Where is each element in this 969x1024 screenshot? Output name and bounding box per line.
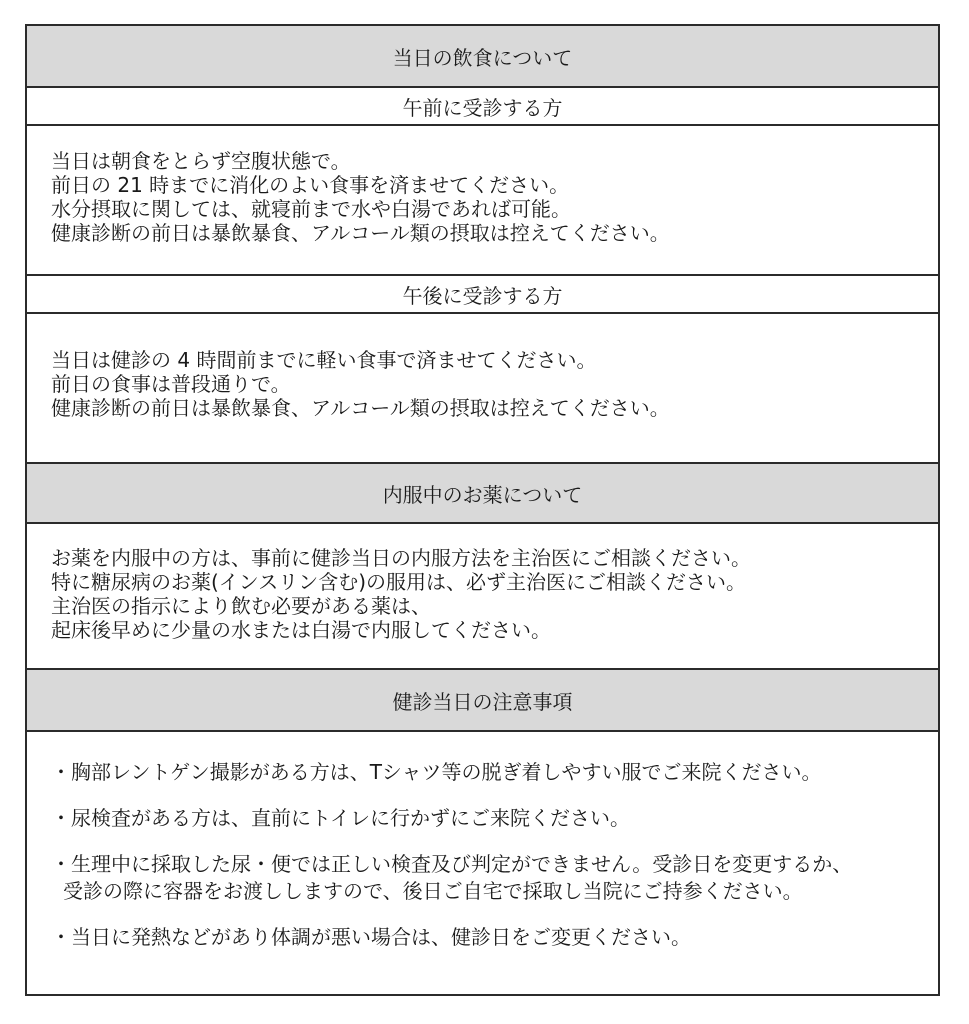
notice-table (25, 24, 940, 996)
morning-subheader-title: 午前に受診する方 (402, 95, 563, 120)
notes-section-header (27, 668, 938, 730)
afternoon-line: 健康診断の前日は暴飲暴食、アルコール類の摂取は控えてください。 (51, 396, 670, 420)
medicine-line: お薬を内服中の方は、事前に健診当日の内服方法を主治医にご相談ください。 (51, 546, 751, 570)
morning-line: 前日の 21 時までに消化のよい食事を済ませてください。 (51, 173, 570, 197)
medicine-line: 主治医の指示により飲む必要がある薬は、 (51, 594, 431, 618)
meal-section-title: 当日の飲食について (392, 45, 573, 70)
afternoon-line: 当日は健診の 4 時間前までに軽い食事で済ませてください。 (51, 348, 597, 372)
morning-line: 健康診断の前日は暴飲暴食、アルコール類の摂取は控えてください。 (51, 221, 670, 245)
morning-line: 水分摂取に関しては、就寝前まで水や白湯であれば可能。 (51, 197, 571, 221)
list-item (51, 851, 928, 905)
medicine-section-title: 内服中のお薬について (382, 482, 583, 507)
afternoon-subheader-title: 午後に受診する方 (402, 283, 563, 308)
medicine-section-header (27, 462, 938, 522)
afternoon-subheader (27, 274, 938, 312)
notes-section-title: 健診当日の注意事項 (392, 689, 573, 714)
afternoon-line: 前日の食事は普段通りで。 (51, 372, 291, 396)
list-item (51, 805, 928, 832)
medicine-instructions (27, 522, 938, 668)
notes-list (27, 730, 938, 994)
morning-line: 当日は朝食をとらず空腹状態で。 (51, 149, 351, 173)
note-text-continued: 受診の際に容器をお渡ししますので、後日ご自宅で採取し当院にご持参ください。 (63, 879, 803, 903)
medicine-line: 起床後早めに少量の水または白湯で内服してください。 (51, 618, 551, 642)
note-text: ・尿検査がある方は、直前にトイレに行かずにご来院ください。 (51, 806, 630, 830)
note-text: ・胸部レントゲン撮影がある方は、Tシャツ等の脱ぎ着しやすい服でご来院ください。 (51, 760, 822, 784)
list-item (51, 759, 928, 786)
medicine-line: 特に糖尿病のお薬(インスリン含む)の服用は、必ず主治医にご相談ください。 (51, 570, 747, 594)
afternoon-instructions (27, 312, 938, 462)
note-text: ・生理中に採取した尿・便では正しい検査及び判定ができません。受診日を変更するか、 (51, 852, 853, 876)
morning-subheader (27, 86, 938, 124)
meal-section-header (27, 26, 938, 86)
morning-instructions (27, 124, 938, 274)
note-text: ・当日に発熱などがあり体調が悪い場合は、健診日をご変更ください。 (51, 925, 691, 949)
list-item (51, 924, 928, 951)
